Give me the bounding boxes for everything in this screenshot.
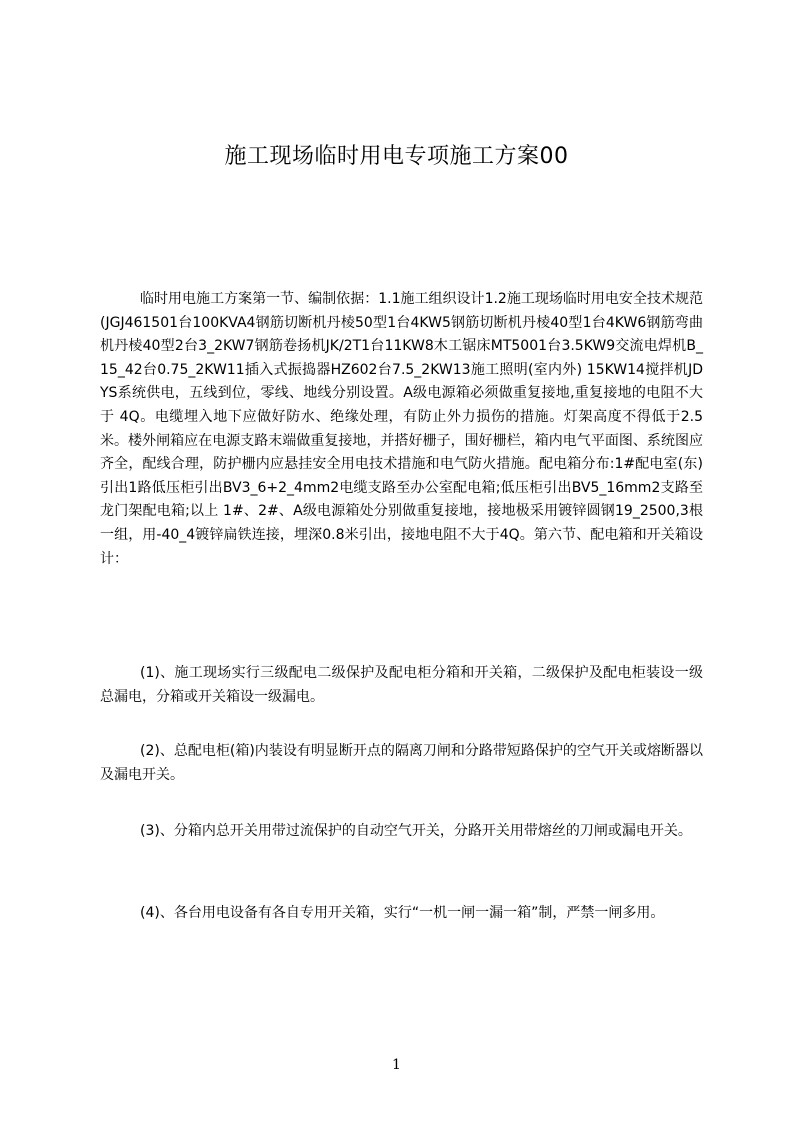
list-item xyxy=(100,662,703,709)
list-item-text: (2)、总配电柜(箱)内装设有明显断开点的隔离刀闸和分路带短路保护的空气开关或熔断器以及漏电开关。 xyxy=(100,743,703,783)
list-item xyxy=(100,740,703,787)
list-item-text: (1)、施工现场实行三级配电二级保护及配电柜分箱和开关箱，二级保护及配电柜装设一级总漏电，分箱或开关箱设一级漏电。 xyxy=(100,665,703,705)
intro-paragraph xyxy=(100,288,703,571)
list-item-text: (4)、各台用电设备有各自专用开关箱，实行“一机一闸一漏一箱”制，严禁一闸多用。 xyxy=(140,905,665,921)
list-item xyxy=(100,902,703,926)
list-item-text: (3)、分箱内总开关用带过流保护的自动空气开关，分路开关用带熔丝的刀闸或漏电开关。 xyxy=(140,823,692,839)
page-number: 1 xyxy=(392,1057,401,1073)
intro-paragraph-text: 临时用电施工方案第一节、编制依据：1.1施工组织设计1.2施工现场临时用电安全技术规范(JGJ461501台100KVA4钢筋切断机丹棱50型1台4KW5钢筋切断机丹棱40型1台4KW6钢筋弯曲机丹棱40型2台3_2KW7钢筋卷扬机JK/2T1台11KW8木工锯床MT5001台3.5KW9交流电焊机B_15_42台0.75_2KW11插入式振捣器HZ602台7.5_2KW13施工照明(室内外) 15KW14搅拌机JDYS系统供电，五线到位，零线、地线分别设置。A级电源箱必须做重复接地,重复接地的电阻不大于 4Q。电缆埋入地下应做好防水、绝缘处理，有防止外力损伤的措施。灯架高度不得低于2.5米。楼外闸箱应在电源支路末端做重复接地，并搭好栅子，围好栅栏，箱内电气平面图、系统图应齐全，配线合理，防护栅内应悬挂安全用电技术措施和电气防火措施。配电箱分布:1#配电室(东)引出1路低压柜引出BV3_6+2_4mm2电缆支路至办公室配电箱;低压柜引出BV5_16mm2支路至龙门架配电箱;以上 1#、2#、A级电源箱处分别做重复接地，接地极采用镀锌圆钢19_2500,3根一组，用-40_4镀锌扁铁连接，埋深0.8米引出，接地电阻不大于4Q。第六节、配电箱和开关箱设计： xyxy=(100,291,703,567)
page-title: 施工现场临时用电专项施工方案00 xyxy=(224,144,569,169)
list-item xyxy=(100,820,703,844)
